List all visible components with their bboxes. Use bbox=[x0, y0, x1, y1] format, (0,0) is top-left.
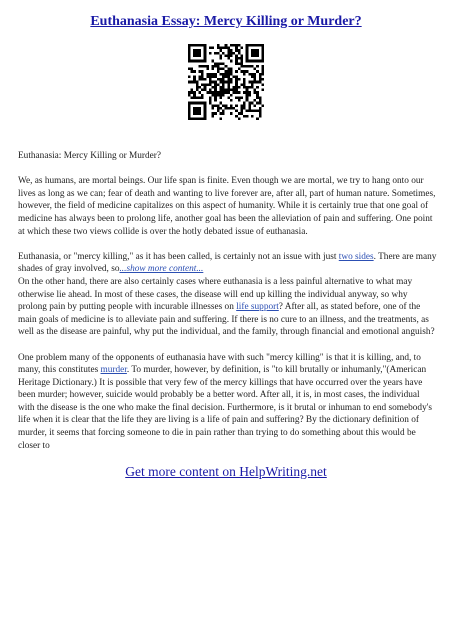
qr-code-icon bbox=[188, 44, 264, 120]
show-more-link[interactable]: ...show more content... bbox=[119, 264, 204, 275]
paragraph-1: We, as humans, are mortal beings. Our life span is finite. Even though we are mortal, we try to hang onto our lives as long as we can; fear of death and wanting to live forever are, after all, part of human nature. Sometimes, however, the field of medicine capitalizes on this aspect of humanity. While it is certainly true that one goal of medicine has always been to prolong life, another goal has been the alleviation of pain and suffering. One point at which these two views collide is over the hotly debated issue of euthanasia. bbox=[18, 176, 436, 237]
paragraph-4-text: One problem many of the opponents of euthanasia have with such "mercy killing" is that it is killing, and, to many, this constitutes bbox=[18, 352, 421, 376]
paragraph-3 bbox=[18, 276, 438, 339]
paragraph-2-text: Euthanasia, or "mercy killing," as it has been called, is certainly not an issue with just bbox=[18, 251, 339, 262]
paragraph-4-text-cont: . To murder, however, by definition, is "to kill brutally or inhumanly,"(American Heritage Dictionary.) It is possible that very few of the mercy killings that have occurred over the years have been murder; however, suicide would probably be a better word. After all, it is, in most cases, the individual with the disease is the one who make the final decision. Furthermore, is it brutal or inhuman to end somebody's life when it is clear that the life they are living is a life of pain and suffering? By the dictionary definition of murder, it seems that forcing someone to die in pain rather than trying to do something about this would be closer to bbox=[18, 365, 433, 451]
essay-title-link[interactable]: Euthanasia Essay: Mercy Killing or Murder? bbox=[90, 14, 362, 29]
essay-subheading: Euthanasia: Mercy Killing or Murder? bbox=[18, 151, 162, 161]
paragraph-4 bbox=[18, 352, 438, 453]
paragraph-2-text-cont: . There are many shades of gray involved, so bbox=[18, 251, 437, 275]
life-support-link[interactable]: life support bbox=[236, 302, 279, 313]
paragraph-2 bbox=[18, 251, 438, 276]
helpwriting-link[interactable]: Get more content on HelpWriting.net bbox=[125, 464, 327, 479]
murder-link[interactable]: murder bbox=[100, 365, 127, 376]
essay-body bbox=[18, 150, 438, 465]
two-sides-link[interactable]: two sides bbox=[338, 251, 374, 262]
paragraph-3-text-cont: ? After all, as stated before, one of the main goals of medicine is to alleviate pain and suffering. If there is no cure to an illness, and the treatments, as well as the disease are painful, why put the individual, and the family, through financial and emotional anguish? bbox=[18, 302, 435, 338]
paragraph-3-text: On the other hand, there are also certainly cases where euthanasia is a less painful alternative to what may otherwise lie ahead. In most of these cases, the disease will end up killing the individual anyway, so why prolong pain by putting people with incurable illnesses on bbox=[18, 276, 413, 313]
